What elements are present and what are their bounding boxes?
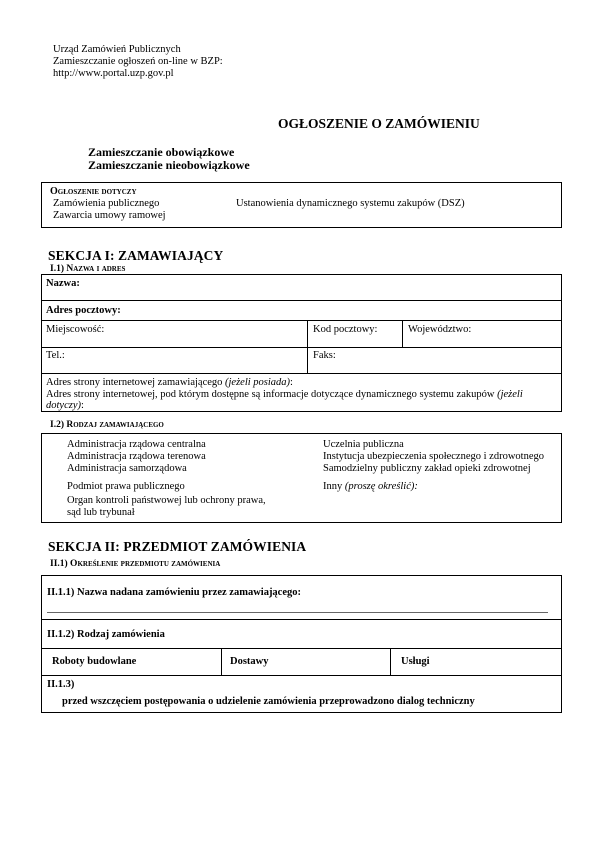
divider — [41, 675, 562, 676]
section-1-title: SEKCJA I: ZAMAWIAJĄCY — [48, 248, 224, 263]
type-public-law-body[interactable]: Podmiot prawa publicznego — [67, 481, 185, 492]
divider — [41, 300, 562, 301]
issuer-name: Urząd Zamówień Publicznych — [53, 44, 181, 55]
notice-option-dsz[interactable]: Ustanowienia dynamicznego systemu zakupów (DSZ) — [236, 198, 465, 209]
type-state-control-organ[interactable]: Organ kontroli państwowej lub ochrony prawa, — [67, 495, 266, 506]
section-2-1-3-label: II.1.3) — [47, 679, 75, 690]
address-label: Adres pocztowy: — [46, 305, 121, 316]
dsz-website-label: Adres strony internetowej, pod którym dostępne są informacje dotyczące dynamicznego systemu zakupów (jeżeli — [46, 389, 523, 400]
province-label: Województwo: — [408, 324, 472, 335]
type-other[interactable]: Inny (proszę określić): — [323, 481, 418, 492]
page-title: OGŁOSZENIE O ZAMÓWIENIU — [278, 116, 480, 131]
divider — [41, 373, 562, 374]
name-label: Nazwa: — [46, 278, 80, 289]
divider — [41, 648, 562, 649]
contract-name-label: II.1.1) Nazwa nadana zamówieniu przez zamawiającego: — [47, 587, 302, 598]
publication-optional[interactable]: Zamieszczanie nieobowiązkowe — [88, 158, 250, 172]
section-2-1-heading: II.1) Określenie przedmiotu zamówienia — [50, 559, 221, 569]
tel-label: Tel.: — [46, 350, 65, 361]
type-local-gov[interactable]: Administracja samorządowa — [67, 463, 187, 474]
type-services[interactable]: Usługi — [401, 656, 430, 667]
divider — [402, 320, 403, 347]
fax-label: Faks: — [313, 350, 336, 361]
divider — [390, 648, 391, 675]
dsz-website-note: dotyczy): — [46, 400, 84, 411]
section-1-2-heading: I.2) Rodzaj zamawiającego — [50, 420, 164, 430]
type-insurance-institution[interactable]: Instytucja ubezpieczenia społecznego i zdrowotnego — [323, 451, 544, 462]
type-court: sąd lub trybunał — [67, 507, 135, 518]
postal-code-label: Kod pocztowy: — [313, 324, 378, 335]
divider — [41, 347, 562, 348]
type-regional-gov[interactable]: Administracja rządowa terenowa — [67, 451, 206, 462]
city-label: Miejscowość: — [46, 324, 105, 335]
type-works[interactable]: Roboty budowlane — [52, 656, 137, 667]
issuer-subtitle: Zamieszczanie ogłoszeń on-line w BZP: — [53, 56, 223, 67]
type-central-gov[interactable]: Administracja rządowa centralna — [67, 439, 206, 450]
notice-option-framework[interactable]: Zawarcia umowy ramowej — [53, 210, 166, 221]
issuer-url[interactable]: http://www.portal.uzp.gov.pl — [53, 68, 174, 79]
type-healthcare-unit[interactable]: Samodzielny publiczny zakład opieki zdrowotnej — [323, 463, 531, 474]
divider — [41, 320, 562, 321]
contract-type-label: II.1.2) Rodzaj zamówienia — [47, 629, 165, 640]
notice-option-public[interactable]: Zamówienia publicznego — [53, 198, 160, 209]
section-1-1-heading: I.1) Nazwa i adres — [50, 264, 126, 274]
technical-dialog-option[interactable]: przed wszczęciem postępowania o udzielenie zamówienia przeprowadzono dialog techniczny — [62, 696, 475, 707]
contract-name-input-line[interactable] — [47, 612, 548, 613]
publication-mandatory[interactable]: Zamieszczanie obowiązkowe — [88, 145, 235, 159]
section-2-title: SEKCJA II: PRZEDMIOT ZAMÓWIENIA — [48, 539, 307, 554]
website-label: Adres strony internetowej zamawiającego (jeżeli posiada): — [46, 377, 293, 388]
divider — [221, 648, 222, 675]
divider — [307, 320, 308, 373]
divider — [41, 619, 562, 620]
notice-heading: Ogłoszenie dotyczy — [50, 186, 137, 197]
type-supplies[interactable]: Dostawy — [230, 656, 269, 667]
type-public-university[interactable]: Uczelnia publiczna — [323, 439, 404, 450]
